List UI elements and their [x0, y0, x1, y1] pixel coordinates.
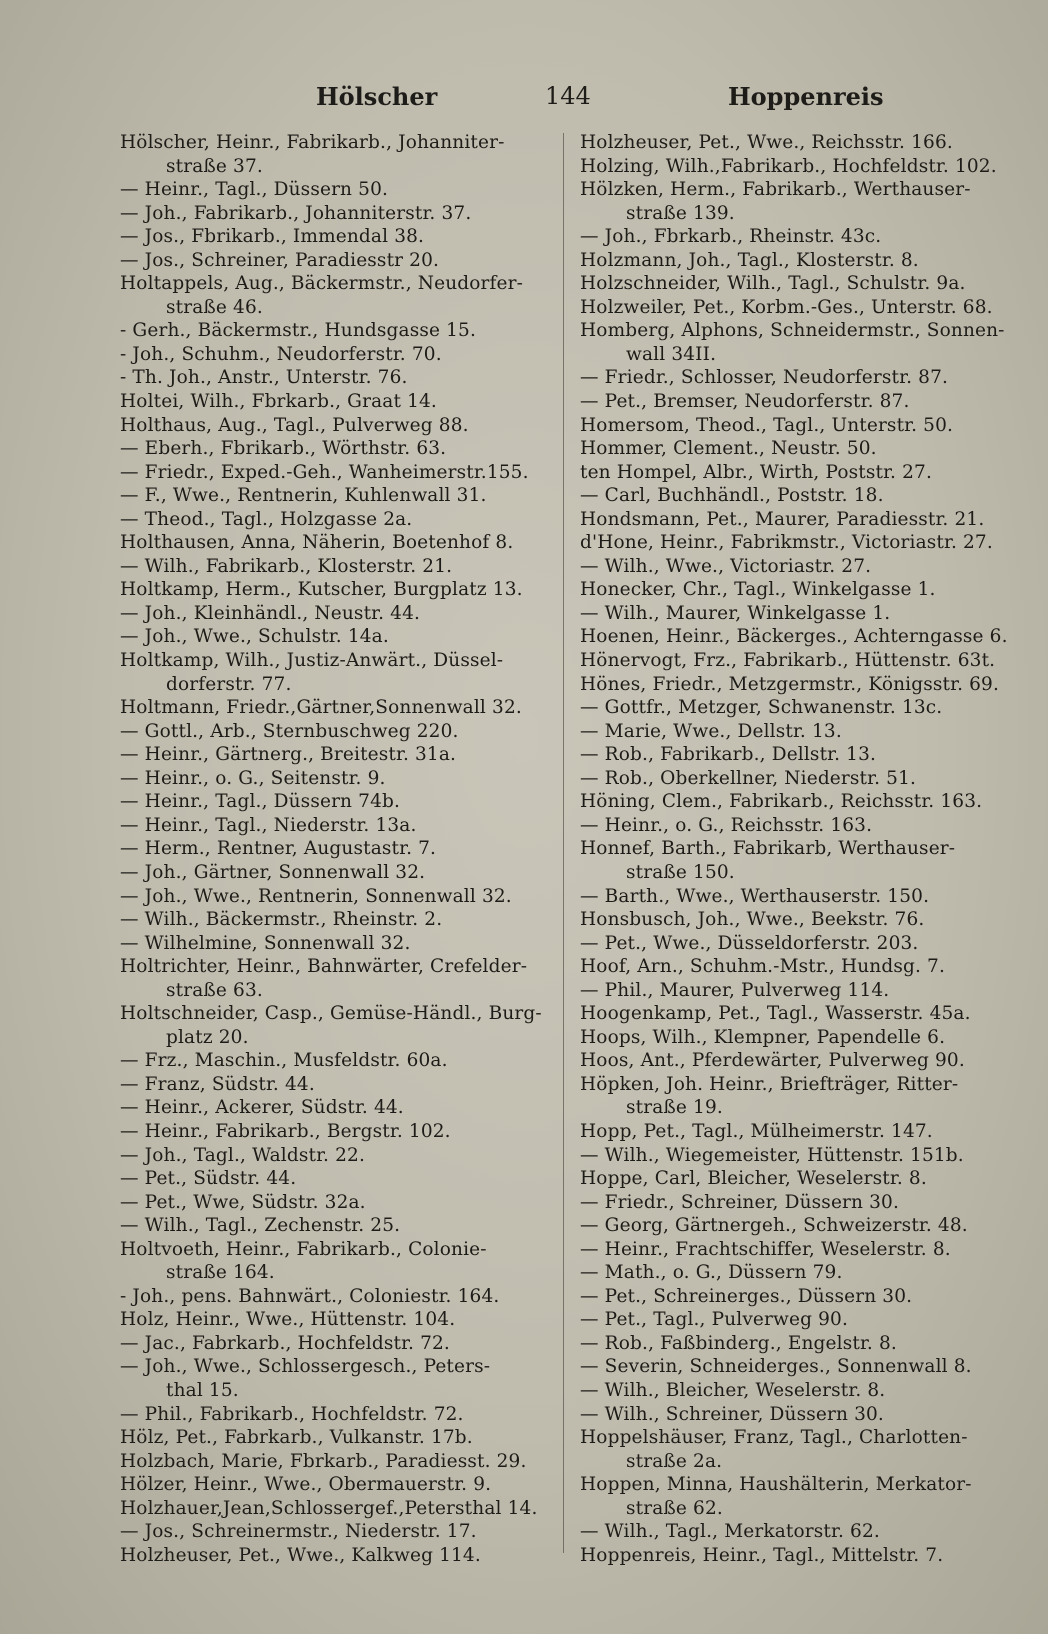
directory-entry-line: — Pet., Wwe, Südstr. 32a. [120, 1191, 366, 1213]
directory-entry-line: — Friedr., Schlosser, Neudorferstr. 87. [580, 367, 949, 389]
directory-entry-line: — Heinr., Tagl., Düssern 50. [120, 179, 389, 201]
directory-entry-line: — Joh., Fabrikarb., Johanniterstr. 37. [120, 202, 472, 224]
directory-entry-line: — Jac., Fabrkarb., Hochfeldstr. 72. [120, 1332, 450, 1354]
directory-entry-line: - Joh., pens. Bahnwärt., Coloniestr. 164. [120, 1285, 500, 1307]
directory-entry-line: — F., Wwe., Rentnerin, Kuhlenwall 31. [120, 485, 487, 507]
directory-entry-line: straße 19. [626, 1097, 723, 1119]
directory-entry-line: wall 34II. [626, 343, 717, 365]
directory-entry-line: Holzheuser, Pet., Wwe., Reichsstr. 166. [580, 132, 953, 153]
directory-entry-line: — Pet., Bremser, Neudorferstr. 87. [580, 391, 910, 413]
directory-entry-line: - Joh., Schuhm., Neudorferstr. 70. [120, 343, 442, 365]
directory-entry-line: — Phil., Maurer, Pulverweg 114. [580, 979, 890, 1001]
directory-entry-line: — Joh., Wwe., Rentnerin, Sonnenwall 32. [120, 885, 512, 907]
directory-entry-line: Hondsmann, Pet., Maurer, Paradiesstr. 21. [580, 508, 985, 530]
directory-entry-line: — Rob., Fabrikarb., Dellstr. 13. [580, 744, 877, 766]
directory-entry-line: platz 20. [166, 1026, 249, 1048]
directory-entry-line: — Heinr., Tagl., Düssern 74b. [120, 791, 401, 813]
directory-entry-line: straße 139. [626, 202, 735, 224]
directory-entry-line: — Heinr., o. G., Reichsstr. 163. [580, 814, 873, 836]
directory-entry-line: Holzweiler, Pet., Korbm.-Ges., Unterstr. 68. [580, 296, 993, 318]
directory-entry-line: Hoppenreis, Heinr., Tagl., Mittelstr. 7. [580, 1544, 944, 1566]
directory-entry-line: — Rob., Faßbinderg., Engelstr. 8. [580, 1332, 897, 1354]
directory-entry-line: Holzhauer,Jean,Schlossergef.,Petersthal 14. [120, 1497, 538, 1519]
directory-entry-line: Hoppen, Minna, Haushälterin, Merkator- [580, 1474, 972, 1496]
directory-entry-line: straße 62. [626, 1497, 723, 1519]
directory-entry-line: — Wilh., Wwe., Victoriastr. 27. [580, 555, 872, 577]
directory-entry-line: — Joh., Fbrkarb., Rheinstr. 43c. [580, 226, 882, 248]
directory-entry-line: — Eberh., Fbrikarb., Wörthstr. 63. [120, 438, 447, 460]
directory-entry-line: — Wilh., Wiegemeister, Hüttenstr. 151b. [580, 1144, 964, 1166]
directory-entry-line: Holtei, Wilh., Fbrkarb., Graat 14. [120, 391, 437, 413]
directory-entry-line: Holzheuser, Pet., Wwe., Kalkweg 114. [120, 1544, 481, 1566]
left-column [120, 131, 550, 1567]
directory-entry-line: straße 2a. [626, 1450, 723, 1472]
directory-entry-line: d'Hone, Heinr., Fabrikmstr., Victoriastr. 27. [580, 532, 993, 554]
directory-entry-line: Holzbach, Marie, Fbrkarb., Paradiesst. 29. [120, 1450, 527, 1472]
directory-entry-line: — Joh., Wwe., Schlossergesch., Peters- [120, 1356, 491, 1378]
directory-entry-line: thal 15. [166, 1379, 239, 1401]
directory-entry-line: — Wilh., Tagl., Zechenstr. 25. [120, 1215, 401, 1237]
directory-entry-line: Hoogenkamp, Pet., Tagl., Wasserstr. 45a. [580, 1003, 971, 1025]
directory-entry-line: Hölz, Pet., Fabrkarb., Vulkanstr. 17b. [120, 1427, 473, 1449]
directory-entry-line: Homberg, Alphons, Schneidermstr., Sonnen- [580, 320, 1005, 342]
directory-entry-line: Hoenen, Heinr., Bäckerges., Achterngasse 6. [580, 626, 1008, 648]
directory-entry-line: — Heinr., o. G., Seitenstr. 9. [120, 767, 386, 789]
directory-entry-line: Holzing, Wilh.,Fabrikarb., Hochfeldstr. 102. [580, 155, 997, 177]
header-right-keyword: Hoppenreis [728, 82, 884, 111]
directory-entry-line: ten Hompel, Albr., Wirth, Poststr. 27. [580, 461, 932, 483]
directory-entry-line: — Gottl., Arb., Sternbuschweg 220. [120, 720, 459, 742]
directory-entry-line: — Pet., Wwe., Düsseldorferstr. 203. [580, 932, 919, 954]
directory-entry-line: — Heinr., Gärtnerg., Breitestr. 31a. [120, 744, 457, 766]
directory-entry-line: Holzschneider, Wilh., Tagl., Schulstr. 9a. [580, 273, 966, 295]
directory-entry-line: — Jos., Fbrikarb., Immendal 38. [120, 226, 425, 248]
directory-entry-line: Hölscher, Heinr., Fabrikarb., Johanniter- [120, 132, 505, 153]
directory-entry-line: — Carl, Buchhändl., Poststr. 18. [580, 485, 884, 507]
directory-entry-line: Hoppe, Carl, Bleicher, Weselerstr. 8. [580, 1168, 927, 1190]
directory-entry-line: Holthausen, Anna, Näherin, Boetenhof 8. [120, 532, 514, 554]
directory-entry-line: — Joh., Wwe., Schulstr. 14a. [120, 626, 389, 648]
directory-entry-line: - Gerh., Bäckermstr., Hundsgasse 15. [120, 320, 476, 342]
directory-entry-line: Holz, Heinr., Wwe., Hüttenstr. 104. [120, 1309, 456, 1331]
directory-entry-line: Höning, Clem., Fabrikarb., Reichsstr. 163. [580, 791, 983, 813]
directory-entry-line: Holtkamp, Herm., Kutscher, Burgplatz 13. [120, 579, 523, 601]
directory-entry-line: — Marie, Wwe., Dellstr. 13. [580, 720, 842, 742]
directory-entry-line: — Franz, Südstr. 44. [120, 1073, 315, 1095]
directory-entry-line: Holtschneider, Casp., Gemüse-Händl., Burg- [120, 1003, 542, 1025]
directory-entry-line: — Wilh., Bäckermstr., Rheinstr. 2. [120, 909, 443, 931]
directory-entry-line: — Phil., Fabrikarb., Hochfeldstr. 72. [120, 1403, 464, 1425]
directory-entry-line: — Wilh., Bleicher, Weselerstr. 8. [580, 1379, 886, 1401]
directory-entry-line: — Theod., Tagl., Holzgasse 2a. [120, 508, 413, 530]
directory-entry-line: Holtvoeth, Heinr., Fabrikarb., Colonie- [120, 1238, 487, 1260]
directory-entry-line: Holtrichter, Heinr., Bahnwärter, Crefelder- [120, 956, 528, 978]
column-divider [563, 133, 564, 1553]
page-header [120, 82, 920, 118]
directory-entry-line: — Georg, Gärtnergeh., Schweizerstr. 48. [580, 1215, 968, 1237]
directory-entry-line: Hönes, Friedr., Metzgermstr., Königsstr. 69. [580, 673, 1000, 695]
directory-entry-line: — Pet., Südstr. 44. [120, 1168, 297, 1190]
directory-entry-line: — Wilh., Schreiner, Düssern 30. [580, 1403, 884, 1425]
directory-entry-line: — Joh., Kleinhändl., Neustr. 44. [120, 602, 421, 624]
directory-entry-line: — Rob., Oberkellner, Niederstr. 51. [580, 767, 917, 789]
directory-entry-line: Hopp, Pet., Tagl., Mülheimerstr. 147. [580, 1120, 933, 1142]
directory-entry-line: - Th. Joh., Anstr., Unterstr. 76. [120, 367, 408, 389]
directory-entry-line: — Gottfr., Metzger, Schwanenstr. 13c. [580, 697, 943, 719]
directory-entry-line: Hoops, Wilh., Klempner, Papendelle 6. [580, 1026, 946, 1048]
directory-entry-line: Holtkamp, Wilh., Justiz-Anwärt., Düssel- [120, 650, 504, 672]
directory-entry-line: — Wilh., Tagl., Merkatorstr. 62. [580, 1521, 880, 1543]
directory-entry-line: straße 150. [626, 861, 735, 883]
right-column [580, 131, 1020, 1567]
header-left-keyword: Hölscher [316, 82, 438, 111]
directory-entry-line: Hoof, Arn., Schuhm.-Mstr., Hundsg. 7. [580, 956, 945, 978]
directory-entry-line: Hölzer, Heinr., Wwe., Obermauerstr. 9. [120, 1474, 492, 1496]
directory-entry-line: Hoos, Ant., Pferdewärter, Pulverweg 90. [580, 1050, 965, 1072]
page-number: 144 [545, 82, 591, 110]
directory-entry-line: Hönervogt, Frz., Fabrikarb., Hüttenstr. 63t. [580, 650, 996, 672]
directory-entry-line: Homersom, Theod., Tagl., Unterstr. 50. [580, 414, 954, 436]
directory-entry-line: dorferstr. 77. [166, 673, 292, 695]
directory-entry-line: — Jos., Schreinermstr., Niederstr. 17. [120, 1521, 477, 1543]
directory-entry-line: Honnef, Barth., Fabrikarb, Werthauser- [580, 838, 956, 860]
directory-entry-line: — Heinr., Ackerer, Südstr. 44. [120, 1097, 404, 1119]
directory-entry-line: straße 164. [166, 1262, 275, 1284]
directory-entry-line: — Wilhelmine, Sonnenwall 32. [120, 932, 411, 954]
directory-entry-line: — Frz., Maschin., Musfeldstr. 60a. [120, 1050, 448, 1072]
directory-entry-line: — Barth., Wwe., Werthauserstr. 150. [580, 885, 930, 907]
directory-entry-line: — Wilh., Maurer, Winkelgasse 1. [580, 602, 891, 624]
directory-entry-line: Honecker, Chr., Tagl., Winkelgasse 1. [580, 579, 936, 601]
directory-entry-line: — Jos., Schreiner, Paradiesstr 20. [120, 249, 440, 271]
directory-entry-line: straße 63. [166, 979, 263, 1001]
directory-entry-line: Hoppelshäuser, Franz, Tagl., Charlotten- [580, 1427, 968, 1449]
directory-entry-line: Holthaus, Aug., Tagl., Pulverweg 88. [120, 414, 469, 436]
directory-entry-line: Hommer, Clement., Neustr. 50. [580, 438, 877, 460]
directory-entry-line: Holtappels, Aug., Bäckermstr., Neudorfer- [120, 273, 524, 295]
directory-entry-line: Hölzken, Herm., Fabrikarb., Werthauser- [580, 179, 971, 201]
directory-entry-line: — Herm., Rentner, Augustastr. 7. [120, 838, 437, 860]
directory-entry-line: straße 46. [166, 296, 263, 318]
directory-entry-line: — Heinr., Fabrikarb., Bergstr. 102. [120, 1120, 451, 1142]
directory-entry-line: Holtmann, Friedr.,Gärtner,Sonnenwall 32. [120, 697, 522, 719]
directory-entry-line: — Pet., Tagl., Pulverweg 90. [580, 1309, 849, 1331]
directory-entry-line: — Joh., Gärtner, Sonnenwall 32. [120, 861, 426, 883]
directory-entry-line: — Heinr., Frachtschiffer, Weselerstr. 8. [580, 1238, 951, 1260]
directory-entry-line: Honsbusch, Joh., Wwe., Beekstr. 76. [580, 909, 925, 931]
directory-entry-line: straße 37. [166, 155, 263, 177]
directory-entry-line: — Joh., Tagl., Waldstr. 22. [120, 1144, 365, 1166]
directory-entry-line: — Pet., Schreinerges., Düssern 30. [580, 1285, 913, 1307]
directory-entry-line: — Severin, Schneiderges., Sonnenwall 8. [580, 1356, 972, 1378]
directory-entry-line: — Wilh., Fabrikarb., Klosterstr. 21. [120, 555, 453, 577]
directory-entry-line: — Math., o. G., Düssern 79. [580, 1262, 843, 1284]
directory-entry-line: Höpken, Joh. Heinr., Briefträger, Ritter- [580, 1073, 959, 1095]
directory-entry-line: — Friedr., Exped.-Geh., Wanheimerstr.155. [120, 461, 529, 483]
directory-entry-line: — Friedr., Schreiner, Düssern 30. [580, 1191, 900, 1213]
directory-entry-line: Holzmann, Joh., Tagl., Klosterstr. 8. [580, 249, 919, 271]
directory-entry-line: — Heinr., Tagl., Niederstr. 13a. [120, 814, 417, 836]
